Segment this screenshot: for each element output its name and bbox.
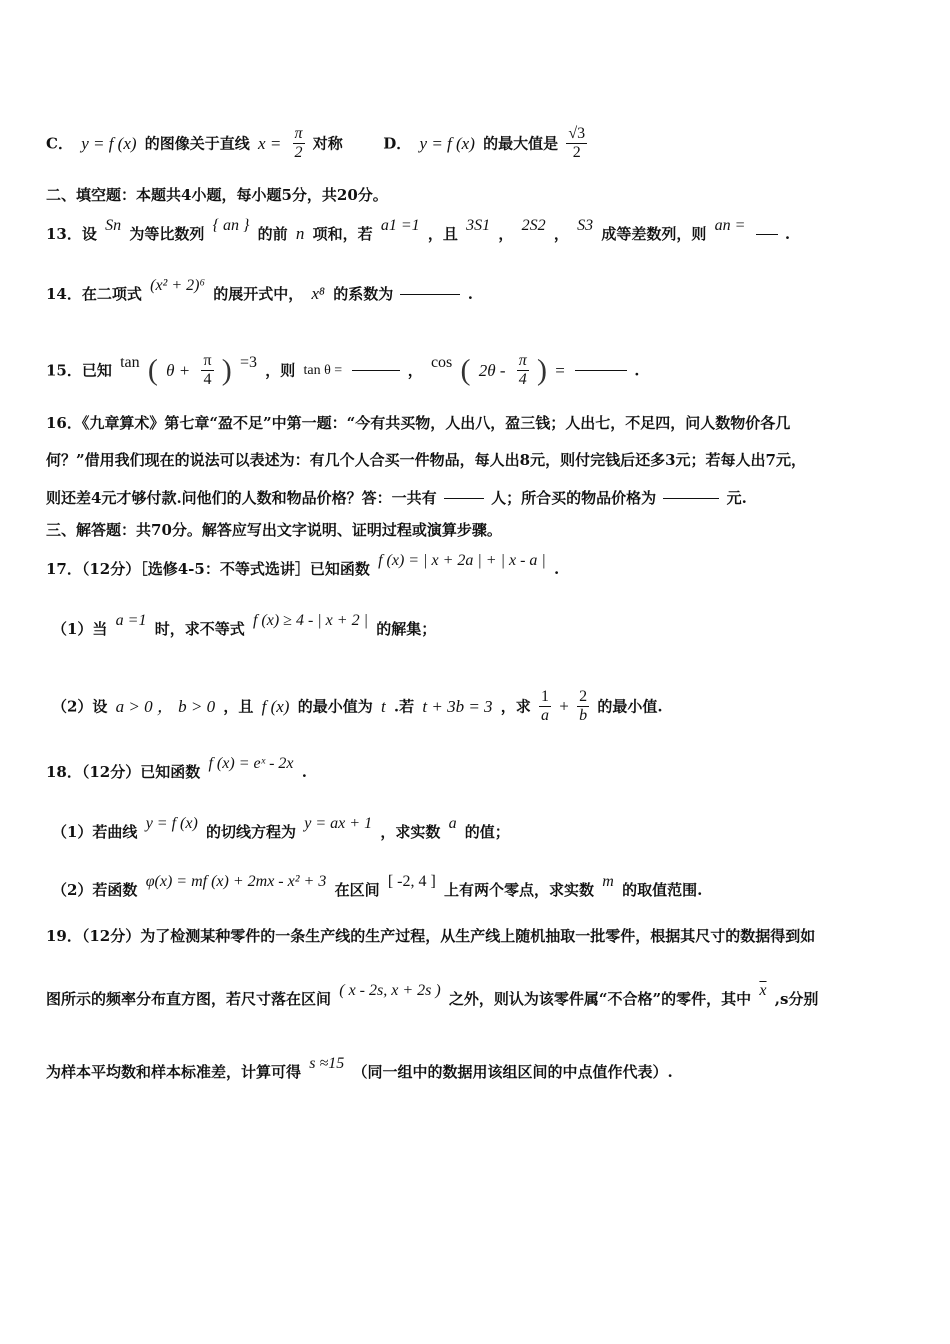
q15-tan: tan xyxy=(120,353,140,371)
option-d-frac-den: 2 xyxy=(572,144,581,161)
question-19-line-1: 19．（12分）为了检测某种零件的一条生产线的生产过程，从生产线上随机抽取一批零件，根据其尺寸的数据得到如 xyxy=(46,927,816,945)
q18-p2-interval: [ -2, 4 ] xyxy=(387,873,436,890)
q17-p2d: .若 xyxy=(393,697,415,716)
q18-p1-curve: y = f (x) xyxy=(145,815,198,832)
q13-s1: 3S1 xyxy=(466,217,491,234)
q15-two-theta: 2θ - xyxy=(478,360,506,380)
q17-p2e: ，求 xyxy=(500,697,531,716)
q17-p2f2: 的最小值. xyxy=(597,697,663,716)
option-c-text2: 对称 xyxy=(312,134,343,153)
q15-four-b: 4 xyxy=(518,371,527,388)
q13-a1: a1 =1 xyxy=(380,217,420,234)
option-c-text: 的图像关于直线 xyxy=(144,134,250,153)
q19-l2c: ,s分别 xyxy=(774,990,819,1008)
q17-p2-eq: t + 3b = 3 xyxy=(422,696,493,716)
q15-t1: ，则 xyxy=(265,361,296,380)
q17-frac-2-num: 2 xyxy=(579,688,588,705)
q13-comma1: ， xyxy=(498,225,514,243)
q14-end: . xyxy=(467,285,473,303)
q18-p1d: 的值； xyxy=(464,823,510,841)
q17-p2-cond: a > 0 ， b > 0 xyxy=(115,696,216,716)
q13-n: n xyxy=(295,224,305,243)
q17-formula: f (x) = | x + 2a | + | x - a | xyxy=(378,552,546,569)
q16-people-blank xyxy=(444,498,484,499)
question-19-line-2 xyxy=(46,982,819,1010)
question-17-head xyxy=(46,552,560,580)
q18-p2-m: m xyxy=(602,873,614,890)
option-d-text: 的最大值是 xyxy=(483,134,559,153)
section-2-heading: 二、填空题：本题共4小题，每小题5分，共20分。 xyxy=(46,186,388,204)
q18-head: 18．（12分）已知函数 xyxy=(46,763,201,781)
q15-end: . xyxy=(634,361,640,380)
q16-line3b: 人；所合买的物品价格为 xyxy=(491,489,657,507)
section-3-heading: 三、解答题：共70分。解答应写出文字说明、证明过程或演算步骤。 xyxy=(46,521,502,539)
q17-frac-2-den: b xyxy=(579,707,588,724)
option-c-formula: y = f (x) xyxy=(81,133,137,153)
question-18-part-1 xyxy=(52,815,510,843)
option-c-frac-den: 2 xyxy=(294,144,303,161)
q16-price-blank xyxy=(663,498,719,499)
q13-t1: 为等比数列 xyxy=(129,225,205,243)
option-d-frac-num: √3 xyxy=(568,125,586,142)
q18-p2b: 在区间 xyxy=(334,881,380,899)
q19-xbar: $\overline{x}$ xyxy=(759,982,767,999)
q15-answer-blank-2 xyxy=(575,370,627,371)
q17-p1a: （1）当 xyxy=(52,620,108,638)
q17-end: . xyxy=(554,560,560,578)
question-16-line-3 xyxy=(46,486,747,509)
q15-pi: π xyxy=(203,352,212,369)
q13-t4: ，且 xyxy=(427,225,458,243)
question-16-line-1: 16．《九章算术》第七章“盈不足”中第一题：“今有共买物，人出八，盈三钱；人出七，不足四，问人数物价各几 xyxy=(46,414,791,432)
q18-p1a: （1）若曲线 xyxy=(52,823,138,841)
q15-four: 4 xyxy=(203,371,212,388)
question-16-line-2: 何？”借用我们现在的说法可以表述为：有几个人合买一件物品，每人出8元，则付完钱后还多3元；若每人出7元， xyxy=(46,451,806,469)
q18-p1-line: y = ax + 1 xyxy=(304,815,373,832)
q17-p1c: 的解集； xyxy=(376,620,437,638)
q17-p1-cond: a =1 xyxy=(115,612,147,629)
q19-s-approx: s ≈15 xyxy=(309,1055,345,1072)
q13-t3: 项和，若 xyxy=(312,225,373,243)
q18-p2a: （2）若函数 xyxy=(52,881,138,899)
q18-p2d: 的取值范围. xyxy=(622,881,703,899)
q15-tan-theta: tan θ = xyxy=(303,362,343,378)
q17-plus: + xyxy=(559,696,569,716)
q17-p2c: 的最小值为 xyxy=(297,697,373,716)
q14-x8: x⁸ xyxy=(311,284,325,303)
q17-frac-1-num: 1 xyxy=(541,688,550,705)
q16-line3a: 则还差4元才够付款.问他们的人数和物品价格？答：一共有 xyxy=(46,489,437,507)
question-18-head xyxy=(46,755,307,783)
question-18-part-2 xyxy=(52,873,703,901)
q14-t2: 的系数为 xyxy=(333,285,394,303)
question-13 xyxy=(46,217,791,245)
q15-comma: ， xyxy=(407,361,423,380)
q15-eq: = xyxy=(555,360,565,380)
option-c-frac-num: π xyxy=(294,125,303,142)
q14-t1: 的展开式中， xyxy=(213,285,304,303)
q17-frac-1 xyxy=(539,688,551,725)
q17-p2-t: t xyxy=(380,696,386,716)
q15-cos: cos xyxy=(430,353,453,371)
q17-head: 17．（12分）［选修4-5：不等式选讲］已知函数 xyxy=(46,560,370,578)
q13-an: an = xyxy=(714,217,746,234)
q19-l2b: 之外，则认为该零件属“不合格”的零件，其中 xyxy=(448,990,752,1008)
q19-l3b: （同一组中的数据用该组区间的中点值作代表）. xyxy=(352,1063,673,1081)
option-c-x-eq: x = xyxy=(258,133,282,153)
q14-expr: (x² + 2)⁶ xyxy=(150,277,206,294)
q18-formula: f (x) = eˣ - 2x xyxy=(208,755,294,772)
q15-eq3: =3 xyxy=(239,353,258,371)
q15-right-paren-2: ) xyxy=(536,353,547,387)
q17-frac-2 xyxy=(577,688,589,725)
q13-an-set: { an } xyxy=(212,217,250,234)
q14-num: 14．在二项式 xyxy=(46,285,142,303)
option-d-formula: y = f (x) xyxy=(419,133,475,153)
question-19-line-3 xyxy=(46,1055,673,1083)
q19-l3a: 为样本平均数和样本标准差，计算可得 xyxy=(46,1063,302,1081)
question-15 xyxy=(46,352,640,389)
q18-p1c: ，求实数 xyxy=(380,823,441,841)
q18-p1b: 的切线方程为 xyxy=(206,823,297,841)
question-14 xyxy=(46,277,473,305)
q13-s3: S3 xyxy=(577,217,594,234)
option-d-label: D． xyxy=(383,134,412,153)
q13-t5: 成等差数列，则 xyxy=(601,225,707,243)
q19-interval: ( x - 2s, x + 2s ) xyxy=(339,982,441,999)
q14-answer-blank xyxy=(400,294,460,295)
q17-p2a: （2）设 xyxy=(52,697,108,716)
q13-comma2: ， xyxy=(553,225,569,243)
q18-p2c: 上有两个零点，求实数 xyxy=(444,881,595,899)
q17-p1-ineq: f (x) ≥ 4 - | x + 2 | xyxy=(252,612,368,629)
q16-line3c: 元. xyxy=(726,489,747,507)
q17-p1b: 时，求不等式 xyxy=(154,620,245,638)
question-17-part-2 xyxy=(52,688,663,725)
q15-pi-over-4 xyxy=(201,352,213,389)
q18-p1-a: a xyxy=(448,815,457,832)
option-c-d-row xyxy=(46,125,590,162)
q15-left-paren-2: ( xyxy=(460,353,471,387)
q15-pi-b: π xyxy=(518,352,527,369)
q13-answer-blank xyxy=(756,234,778,235)
q13-sn: Sn xyxy=(105,217,122,234)
q15-answer-blank-1 xyxy=(352,370,400,371)
q17-p2b: ，且 xyxy=(223,697,254,716)
q15-num: 15．已知 xyxy=(46,361,112,380)
q13-s2: 2S2 xyxy=(521,217,546,234)
q13-end: . xyxy=(784,225,791,243)
q15-pi-over-4-b xyxy=(517,352,529,389)
option-c-fraction xyxy=(293,125,305,162)
q15-right-paren: ) xyxy=(221,353,232,387)
option-d-fraction xyxy=(566,125,587,162)
q13-num: 13．设 xyxy=(46,225,97,243)
q13-t2: 的前 xyxy=(257,225,288,243)
q15-left-paren: ( xyxy=(147,353,158,387)
option-c-label: C． xyxy=(46,134,73,153)
q18-end: . xyxy=(301,763,307,781)
question-17-part-1 xyxy=(52,612,437,640)
q18-p2-func: φ(x) = mf (x) + 2mx - x² + 3 xyxy=(145,873,327,890)
q17-p2-f: f (x) xyxy=(261,696,290,716)
q15-theta-plus: θ + xyxy=(166,360,191,380)
q17-frac-1-den: a xyxy=(541,707,550,724)
q19-l2a: 图所示的频率分布直方图，若尺寸落在区间 xyxy=(46,990,332,1008)
